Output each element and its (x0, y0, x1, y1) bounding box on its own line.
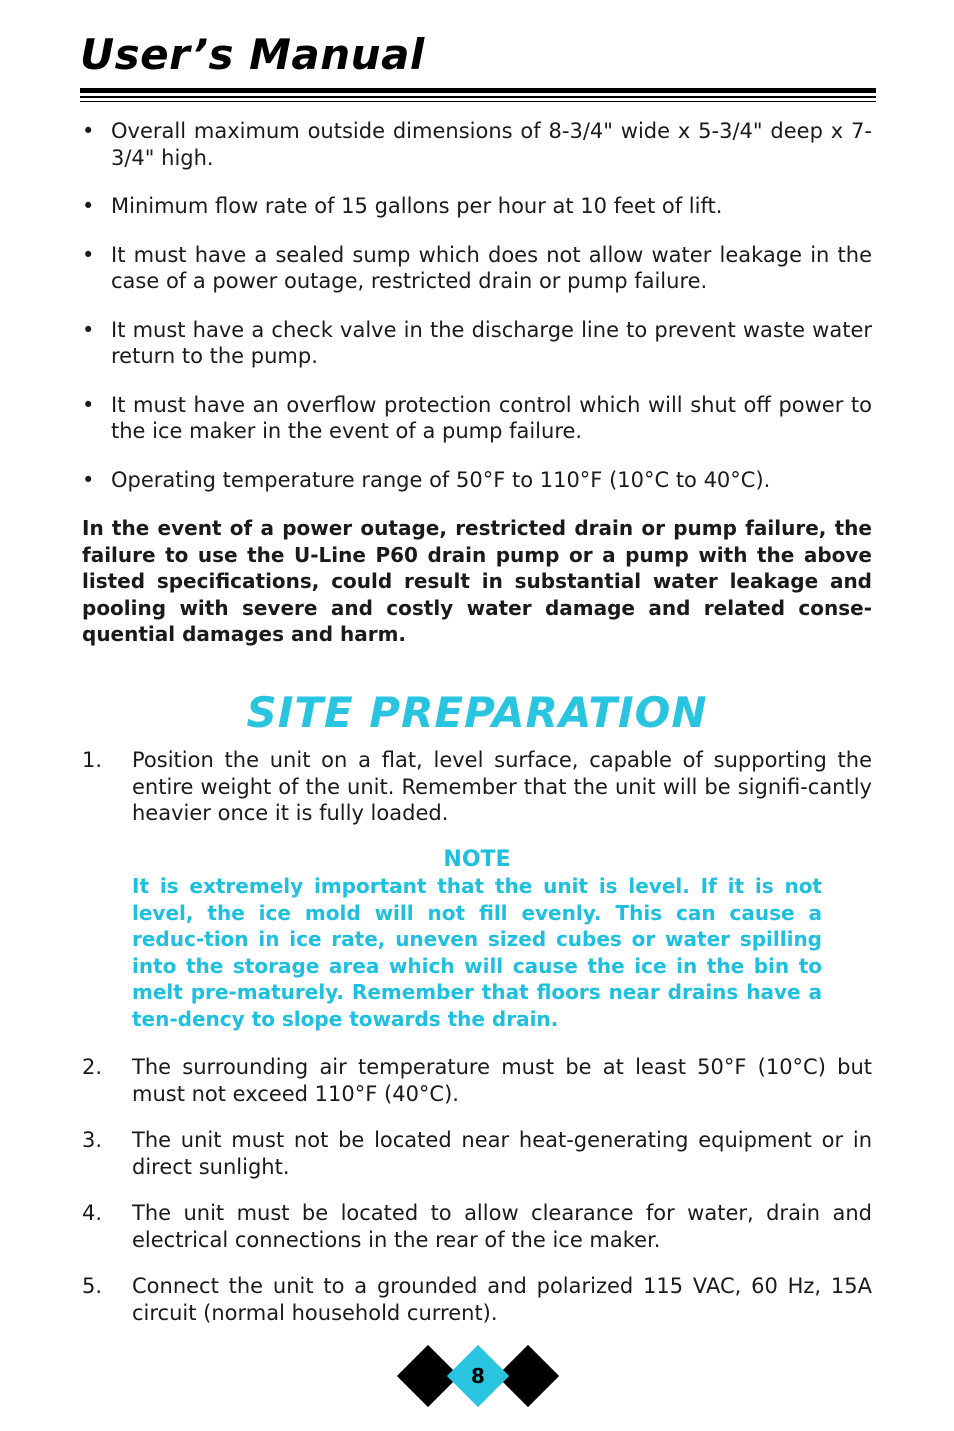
bullet-icon: • (82, 392, 95, 417)
list-item: • Overall maximum outside dimensions of 8-3/4" wide x 5-3/4" deep x 7-3/4" high. (82, 119, 872, 170)
requirements-list (82, 118, 872, 493)
list-item: • It must have an overflow protection control which will shut off power to the ice maker in the event of a pump failure. (82, 392, 872, 443)
list-item: • Minimum flow rate of 15 gallons per hour at 10 feet of lift. (82, 194, 723, 218)
list-item: • Operating temperature range of 50°F to 110°F (10°C to 40°C). (82, 467, 771, 492)
list-item: • It must have a check valve in the discharge line to prevent waste water return to the pump. (82, 317, 872, 368)
site-preparation-steps (82, 747, 872, 1346)
step-number: 1. (82, 748, 103, 772)
step-3 (82, 1127, 872, 1180)
bullet-icon: • (82, 467, 95, 492)
step-number: 4. (82, 1201, 103, 1225)
bullet-icon: • (82, 242, 95, 267)
step-number: 2. (82, 1055, 103, 1079)
list-item: • It must have a sealed sump which does not allow water leakage in the case of a power outage, restricted drain or pump failure. (82, 242, 872, 293)
page-header-title: User’s Manual (80, 30, 425, 79)
requirements-section (82, 118, 872, 648)
section-title: SITE PREPARATION (246, 688, 708, 737)
step-1 (82, 747, 872, 827)
step-text: Connect the unit to a grounded and polarized 115 VAC, 60 Hz, 15A circuit (normal household current). (132, 1274, 872, 1325)
note-text: It is extremely important that the unit is level. If it is not level, the ice mold will not fill evenly. This can cause a reduc-tion in ice rate, uneven sized cubes or water spilling into the storage area which will cause the ice in the bin to melt pre-maturely. Remember that floors near drains have a ten-dency to slope towards the drain. (132, 874, 822, 1031)
step-text: The unit must be located to allow clearance for water, drain and electrical connections in the rear of the ice maker. (132, 1201, 872, 1252)
bullet-icon: • (82, 119, 95, 143)
step-text: The surrounding air temperature must be at least 50°F (10°C) but must not exceed 110°F (40°C). (132, 1055, 872, 1106)
page-number: 8 (471, 1364, 485, 1388)
step-text: Position the unit on a flat, level surface, capable of supporting the entire weight of the unit. Remember that the unit will be signifi-cantly heavier once it is fully loaded. (132, 748, 872, 825)
bullet-icon: • (82, 194, 95, 218)
header-rule-thick (80, 88, 876, 93)
step-number: 5. (82, 1274, 103, 1298)
note-box (132, 847, 822, 1033)
header-rule-thin-2 (80, 101, 876, 102)
step-5 (82, 1273, 872, 1326)
step-text: The unit must not be located near heat-generating equipment or in direct sunlight. (132, 1128, 872, 1179)
warning-paragraph: In the event of a power outage, restricted drain or pump failure, the failure to use the U-Line P60 drain pump or a pump with the above listed specifications, could result in substantial water leakage and pooling with severe and costly water damage and related conse-quential damages and harm. (82, 516, 872, 646)
header-rule-thin (80, 96, 876, 98)
note-title: NOTE (443, 846, 511, 872)
step-2 (82, 1054, 872, 1107)
step-number: 3. (82, 1128, 103, 1152)
page-number-badge (403, 1350, 553, 1402)
step-4 (82, 1200, 872, 1253)
bullet-icon: • (82, 317, 95, 342)
